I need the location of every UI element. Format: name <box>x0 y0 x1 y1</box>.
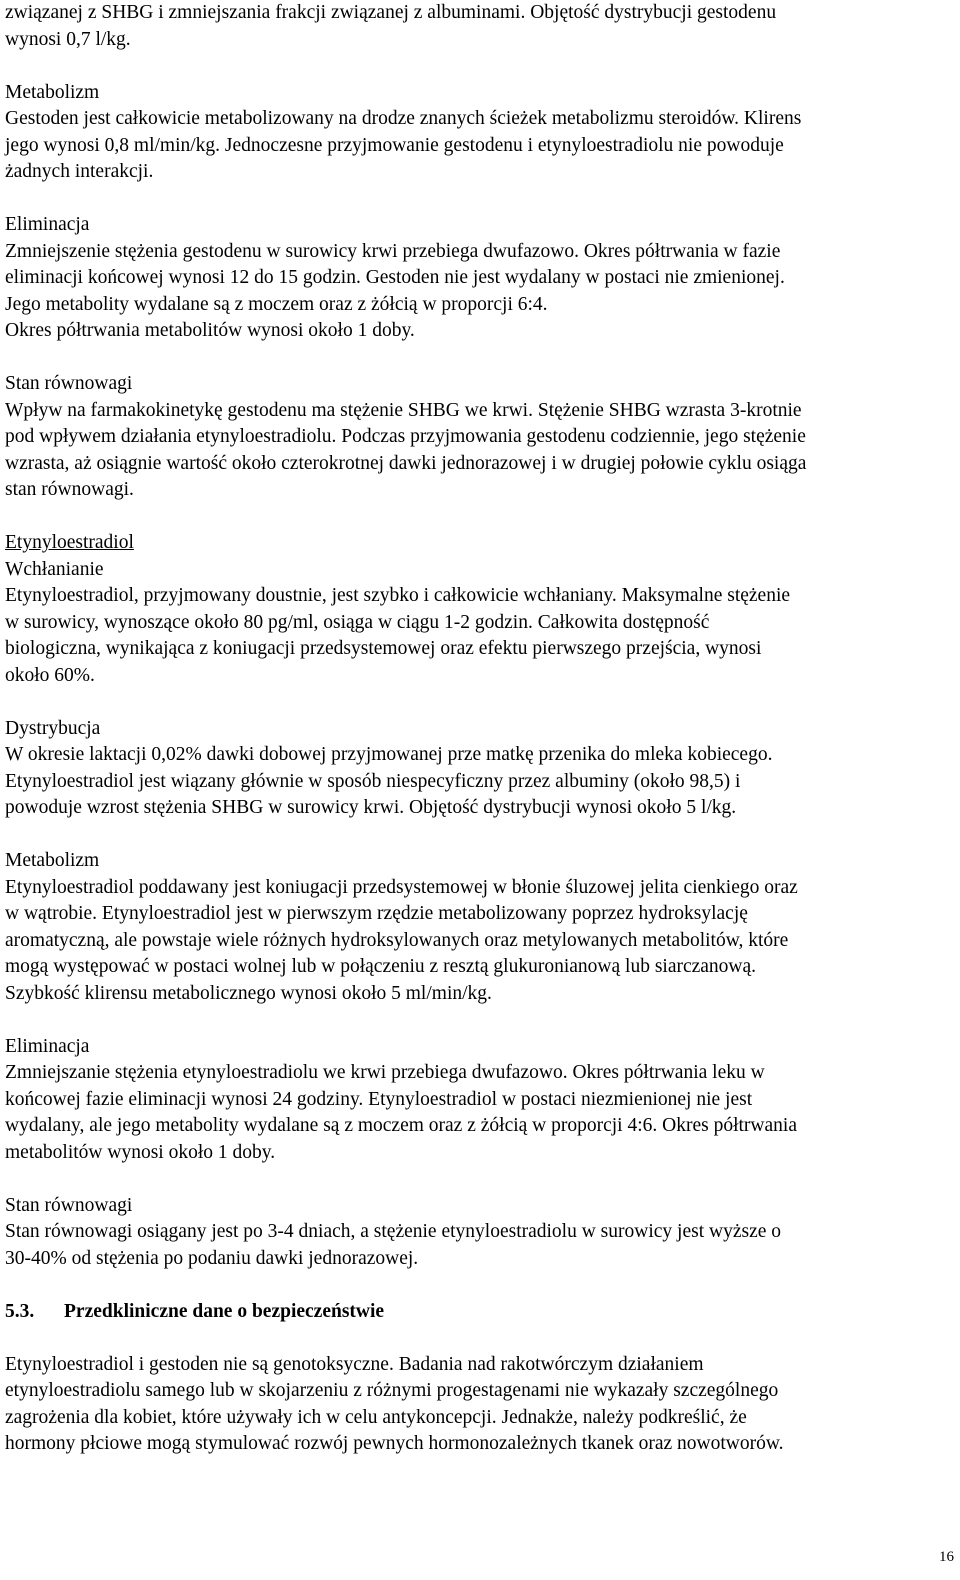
section-heading <box>5 1299 955 1326</box>
text-line: biologiczna, wynikająca z koniugacji przedsystemowej oraz efektu pierwszego przejścia, wynosi <box>5 638 762 659</box>
paragraph-gap <box>5 1272 955 1299</box>
text-line: Szybkość klirensu metabolicznego wynosi około 5 ml/min/kg. <box>5 982 492 1004</box>
text-line: Etynyloestradiol, przyjmowany doustnie, jest szybko i całkowicie wchłaniany. Maksymalne stężenie <box>5 585 791 606</box>
text-line: wydalany, ale jego metabolity wydalane są z moczem oraz z żółcią w proporcji 4:6. Okres półtrwania <box>5 1115 797 1136</box>
text-line: Stan równowagi osiągany jest po 3-4 dniach, a stężenie etynyloestradiolu w surowicy jest wyższe o <box>5 1221 782 1242</box>
text-line: eliminacji końcowej wynosi 12 do 15 godzin. Gestoden nie jest wydalany w postaci nie zmienionej. <box>5 267 785 288</box>
text-line: żadnych interakcji. <box>5 161 154 182</box>
text-line: mogą występować w postaci wolnej lub w połączeniu z resztą glukuronianową lub siarczanową. <box>5 956 757 977</box>
text-line: stan równowagi. <box>5 479 134 500</box>
paragraph-gap <box>5 504 955 531</box>
text-line: jego wynosi 0,8 ml/min/kg. Jednoczesne przyjmowanie gestodenu i etynyloestradiolu nie powoduje <box>5 134 784 156</box>
subsection-heading-wchlanianie: Wchłanianie <box>5 558 104 580</box>
text-line: Zmniejszenie stężenia gestodenu w surowicy krwi przebiega dwufazowo. Okres półtrwania w fazie <box>5 240 781 262</box>
document-page <box>5 0 955 1458</box>
subsection-heading-eliminacja: Eliminacja <box>5 214 90 235</box>
subsection-heading-metabolizm: Metabolizm <box>5 81 100 103</box>
text-line: związanej z SHBG i zmniejszania frakcji związanej z albuminami. Objętość dystrybucji gestodenu <box>5 2 777 23</box>
paragraph-gap <box>5 1166 955 1193</box>
text-line: w surowicy, wynoszące około 80 pg/ml, osiąga w ciągu 1-2 godzin. Całkowita dostępność <box>5 611 710 633</box>
text-line: powoduje wzrost stężenia SHBG w surowicy krwi. Objętość dystrybucji wynosi około 5 l/kg. <box>5 797 737 818</box>
text-line: około 60%. <box>5 664 95 686</box>
section-number: 5.3. <box>5 1300 35 1322</box>
paragraph-gap <box>5 186 955 213</box>
subsection-heading-stan-rownowagi: Stan równowagi <box>5 373 133 394</box>
text-line: wzrasta, aż osiągnie wartość około czterokrotnej dawki jednorazowej i w drugiej połowie cyklu osiąga <box>5 452 807 474</box>
text-line: hormony płciowe mogą stymulować rozwój pewnych hormonozależnych tkanek oraz nowotworów. <box>5 1433 784 1454</box>
paragraph-gap <box>5 689 955 716</box>
text-line: końcowej fazie eliminacji wynosi 24 godziny. Etynyloestradiol w postaci niezmienionej nie jest <box>5 1088 753 1110</box>
paragraph-gap <box>5 53 955 80</box>
text-line: pod wpływem działania etynyloestradiolu. Podczas przyjmowania gestodenu codziennie, jego stężenie <box>5 426 806 447</box>
subsection-heading-metabolizm: Metabolizm <box>5 850 100 871</box>
page-number: 16 <box>939 1549 954 1565</box>
text-line: Gestoden jest całkowicie metabolizowany na drodze znanych ścieżek metabolizmu steroidów. Klirens <box>5 108 802 129</box>
section-title: Przedkliniczne dane o bezpieczeństwie <box>64 1300 385 1322</box>
subsection-heading-stan-rownowagi: Stan równowagi <box>5 1194 133 1216</box>
paragraph-gap <box>5 1007 955 1034</box>
text-line: Etynyloestradiol jest wiązany głównie w sposób niespecyficzny przez albuminy (około 98,5) i <box>5 770 741 792</box>
text-line: Jego metabolity wydalane są z moczem oraz z żółcią w proporcji 6:4. <box>5 293 548 315</box>
text-line: W okresie laktacji 0,02% dawki dobowej przyjmowanej prze matkę przenika do mleka kobiecego. <box>5 744 773 765</box>
paragraph-gap <box>5 345 955 372</box>
text-line: metabolitów wynosi około 1 doby. <box>5 1141 276 1163</box>
text-line: etynyloestradiolu samego lub w skojarzeniu z różnymi progestagenami nie wykazały szczególnego <box>5 1380 779 1401</box>
text-line: w wątrobie. Etynyloestradiol jest w pierwszym rzędzie metabolizowany poprzez hydroksylację <box>5 903 748 924</box>
subsection-heading-eliminacja: Eliminacja <box>5 1035 90 1057</box>
text-line: Zmniejszanie stężenia etynyloestradiolu we krwi przebiega dwufazowo. Okres półtrwania leku w <box>5 1062 765 1083</box>
text-line: wynosi 0,7 l/kg. <box>5 28 131 50</box>
substance-heading-etynyloestradiol: Etynyloestradiol <box>5 532 134 553</box>
subsection-heading-dystrybucja: Dystrybucja <box>5 717 101 739</box>
text-line: Etynyloestradiol i gestoden nie są genotoksyczne. Badania nad rakotwórczym działaniem <box>5 1353 704 1375</box>
text-line: Wpływ na farmakokinetykę gestodenu ma stężenie SHBG we krwi. Stężenie SHBG wzrasta 3-krotnie <box>5 399 802 421</box>
text-line: Etynyloestradiol poddawany jest koniugacji przedsystemowej w błonie śluzowej jelita cienkiego oraz <box>5 876 798 898</box>
paragraph-gap <box>5 822 955 849</box>
text-line: zagrożenia dla kobiet, które używały ich w celu antykoncepcji. Jednakże, należy podkreślić, że <box>5 1406 747 1428</box>
text-line: Okres półtrwania metabolitów wynosi około 1 doby. <box>5 320 415 341</box>
text-line: 30-40% od stężenia po podaniu dawki jednorazowej. <box>5 1247 419 1269</box>
text-line: aromatyczną, ale powstaje wiele różnych hydroksylowanych oraz metylowanych metabolitów, które <box>5 929 789 951</box>
paragraph-gap <box>5 1325 955 1352</box>
